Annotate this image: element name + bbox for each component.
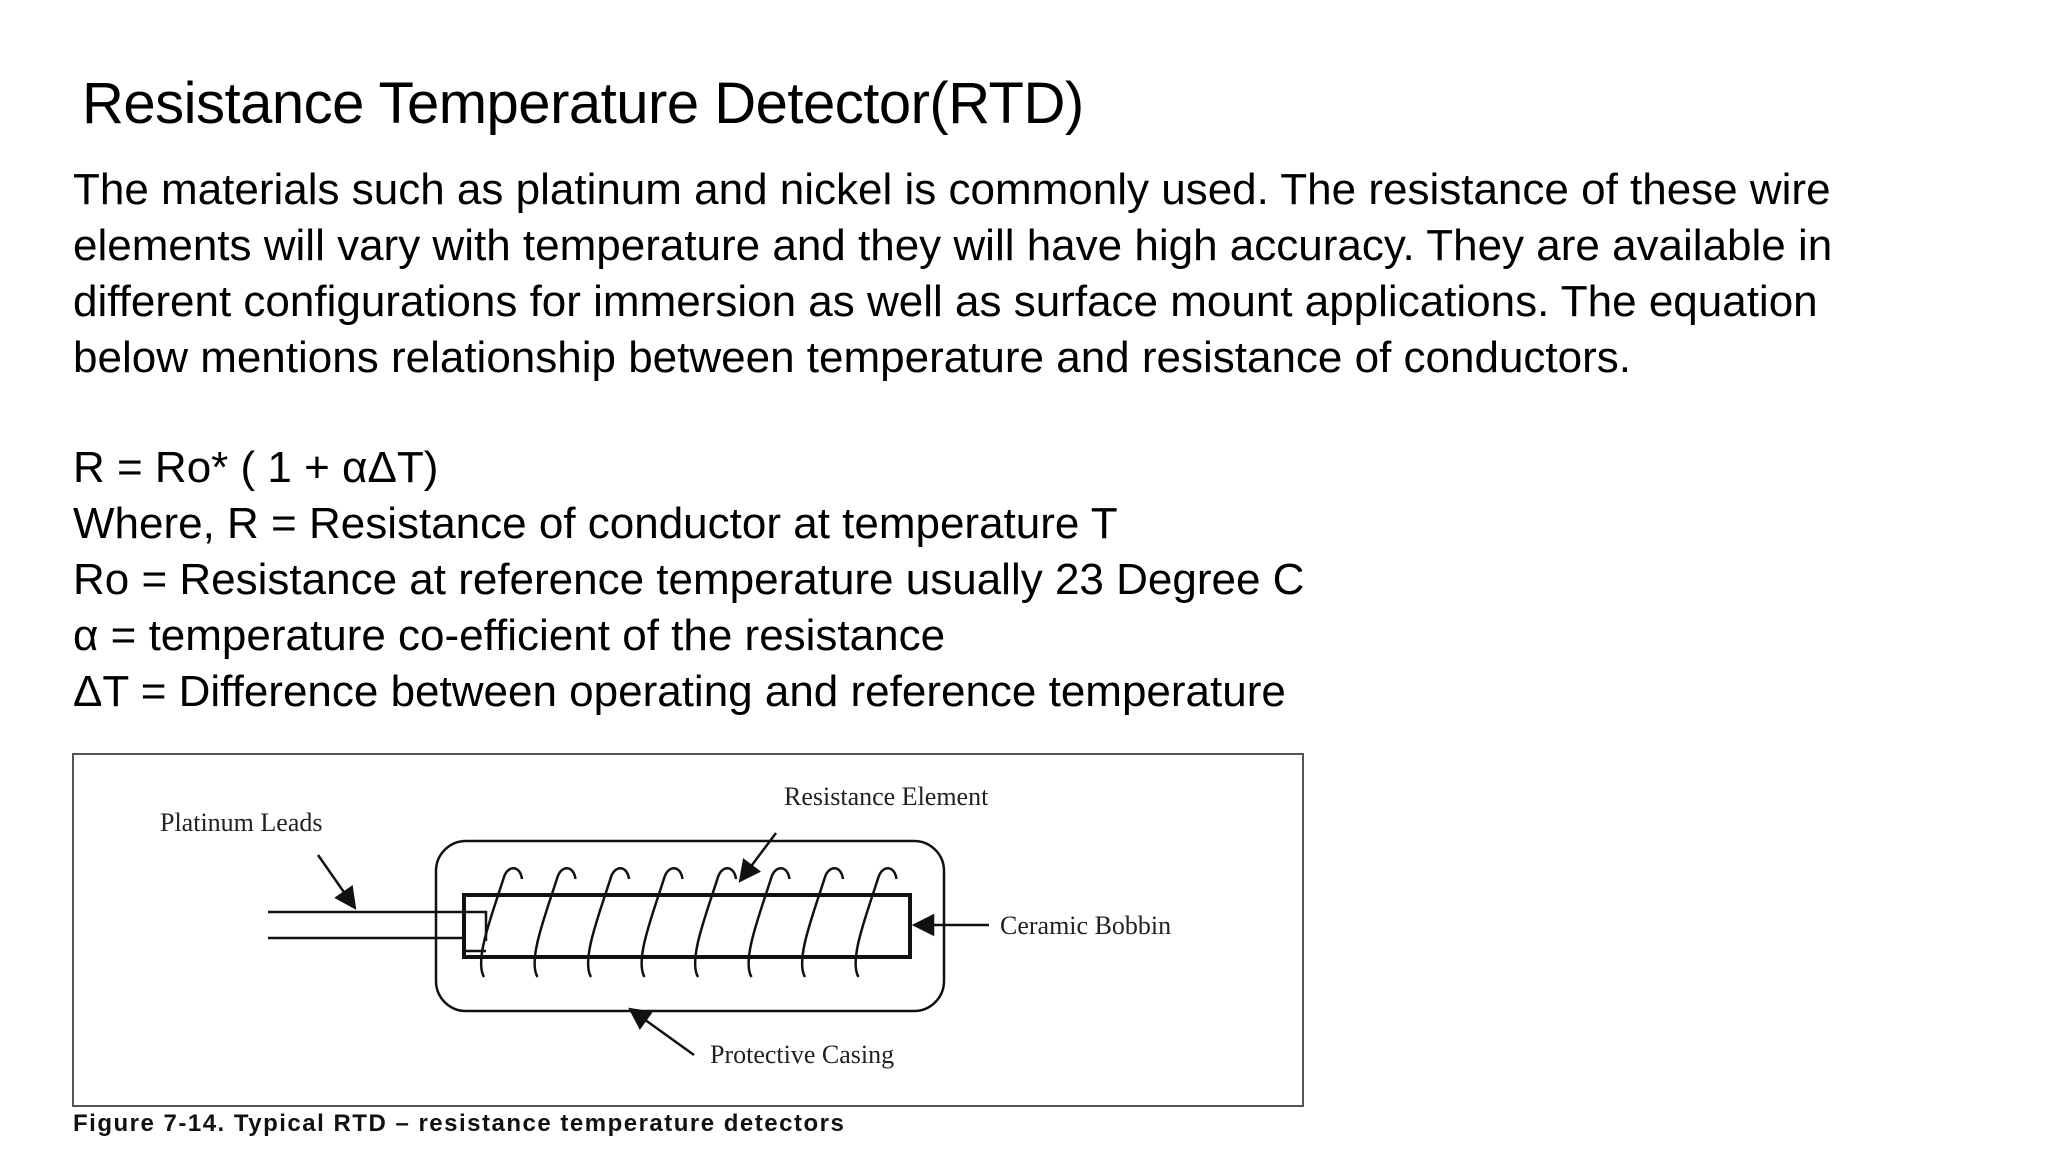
definition-line: Where, R = Resistance of conductor at temperature T (73, 499, 1118, 548)
coil-turn (749, 868, 790, 977)
coil-turn (642, 868, 683, 977)
intro-paragraph (73, 162, 2023, 386)
protective-casing-arrow (630, 1009, 694, 1055)
intro-line: below mentions relationship between temperature and resistance of conductors. (73, 333, 1632, 382)
coil-turn (695, 868, 736, 977)
intro-line: different configurations for immersion as well as surface mount applications. The equation (73, 277, 1818, 326)
platinum-leads-label: Platinum Leads (160, 808, 323, 837)
rtd-diagram-drawing (74, 755, 1304, 1107)
definition-line: α = temperature co-efficient of the resistance (73, 611, 946, 660)
coil-turn (802, 868, 843, 977)
slide-title: Resistance Temperature Detector(RTD) (82, 71, 1084, 136)
coil-turn (588, 868, 629, 977)
protective-casing-shape (436, 841, 944, 1011)
protective-casing-label: Protective Casing (710, 1040, 895, 1069)
coil-turn (856, 868, 897, 977)
platinum-leads-wires (268, 912, 486, 951)
resistance-element-coil (481, 868, 896, 977)
resistance-element-label: Resistance Element (784, 782, 989, 811)
intro-line: elements will vary with temperature and they will have high accuracy. They are available in (73, 221, 1833, 270)
figure-caption: Figure 7-14. Typical RTD – resistance temperature detectors (73, 1110, 846, 1137)
definition-line: Ro = Resistance at reference temperature usually 23 Degree C (73, 555, 1305, 604)
intro-line: The materials such as platinum and nickel is commonly used. The resistance of these wire (73, 165, 1831, 214)
ceramic-bobbin-label: Ceramic Bobbin (1000, 911, 1172, 940)
equation-block (73, 440, 1304, 720)
rtd-diagram (72, 753, 1304, 1107)
ceramic-bobbin-shape (464, 895, 910, 957)
equation: R = Ro* ( 1 + αΔT) (73, 443, 439, 492)
definition-line: ΔT = Difference between operating and reference temperature (73, 667, 1286, 716)
coil-turn (535, 868, 576, 977)
platinum-leads-arrow (318, 855, 355, 908)
